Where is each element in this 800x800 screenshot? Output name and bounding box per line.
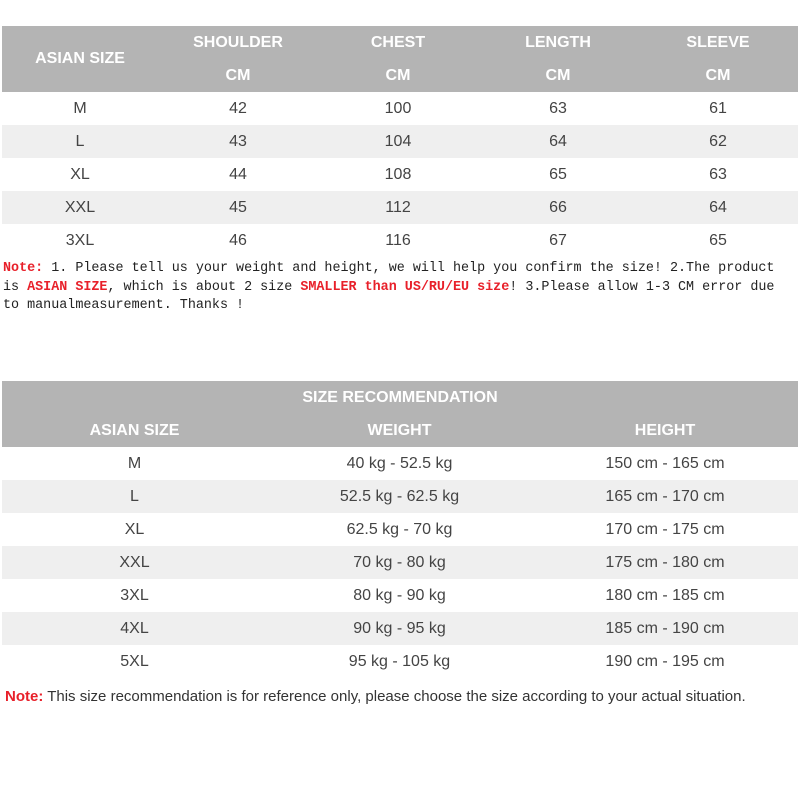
cell-chest: 108	[384, 166, 412, 183]
cell-size: M	[73, 100, 87, 117]
cell-sleeve: 62	[709, 133, 727, 150]
note-highlight-smaller: SMALLER than US/RU/EU size	[300, 279, 510, 295]
size-recommendation-table	[2, 381, 798, 678]
cell-size: M	[127, 455, 142, 472]
note-highlight-asian-size: ASIAN SIZE	[27, 279, 108, 295]
size-chart-table	[2, 26, 798, 257]
cell-length: 63	[549, 100, 567, 117]
cell-size: XXL	[64, 199, 96, 216]
table-row	[2, 513, 798, 546]
cell-chest: 112	[385, 199, 411, 216]
header-sleeve	[638, 26, 798, 92]
cell-size: 3XL	[120, 587, 149, 604]
cell-length: 66	[549, 199, 567, 216]
cell-weight: 80 kg - 90 kg	[353, 587, 446, 604]
cell-chest: 100	[384, 100, 412, 117]
cell-shoulder: 44	[229, 166, 247, 183]
cell-length: 64	[549, 133, 567, 150]
header-asian-size: ASIAN SIZE	[35, 50, 125, 67]
size-note	[3, 260, 798, 316]
table-row	[2, 92, 798, 125]
header-sleeve-unit: CM	[705, 67, 731, 84]
size-chart-header	[2, 26, 798, 92]
cell-sleeve: 64	[709, 199, 727, 216]
header-length-name: LENGTH	[525, 34, 591, 51]
header-length	[478, 26, 638, 92]
header-chest	[318, 26, 478, 92]
table-row	[2, 224, 798, 257]
note-text: This size recommendation is for reference only, please choose the size according to your actual situation.	[43, 688, 746, 705]
header-chest-unit: CM	[385, 67, 411, 84]
table-row	[2, 447, 798, 480]
cell-weight: 40 kg - 52.5 kg	[346, 455, 453, 472]
cell-weight: 90 kg - 95 kg	[353, 620, 446, 637]
cell-size: L	[130, 488, 139, 505]
cell-size: XXL	[119, 554, 150, 571]
header-shoulder	[158, 26, 318, 92]
table-row	[2, 579, 798, 612]
cell-size: XL	[70, 166, 90, 183]
cell-height: 170 cm - 175 cm	[605, 521, 725, 538]
cell-height: 180 cm - 185 cm	[605, 587, 725, 604]
cell-size: 5XL	[120, 653, 149, 670]
note-label: Note:	[5, 688, 44, 705]
cell-height: 165 cm - 170 cm	[605, 488, 725, 505]
note-label: Note:	[3, 261, 44, 276]
cell-weight: 95 kg - 105 kg	[348, 653, 451, 670]
cell-chest: 116	[385, 232, 411, 249]
cell-height: 190 cm - 195 cm	[605, 653, 725, 670]
cell-weight: 52.5 kg - 62.5 kg	[339, 488, 460, 505]
cell-size: XL	[124, 521, 145, 538]
cell-sleeve: 63	[709, 166, 727, 183]
cell-weight: 70 kg - 80 kg	[353, 554, 446, 571]
header-shoulder-unit: CM	[225, 67, 251, 84]
cell-shoulder: 46	[229, 232, 247, 249]
header-weight: WEIGHT	[367, 422, 432, 439]
table-row	[2, 645, 798, 678]
cell-size: L	[75, 133, 85, 150]
cell-shoulder: 42	[229, 100, 247, 117]
cell-size: 3XL	[65, 232, 95, 249]
cell-height: 185 cm - 190 cm	[605, 620, 725, 637]
cell-height: 175 cm - 180 cm	[605, 554, 725, 571]
recommendation-title: SIZE RECOMMENDATION	[2, 381, 798, 414]
header-sleeve-name: SLEEVE	[686, 34, 750, 51]
cell-shoulder: 45	[229, 199, 247, 216]
header-shoulder-name: SHOULDER	[193, 34, 283, 51]
cell-sleeve: 61	[709, 100, 727, 117]
table-row	[2, 191, 798, 224]
cell-length: 67	[549, 232, 567, 249]
note-text-part2: , which is about 2 size	[107, 279, 301, 295]
cell-length: 65	[549, 166, 567, 183]
header-height: HEIGHT	[634, 422, 696, 439]
table-row	[2, 480, 798, 513]
cell-height: 150 cm - 165 cm	[605, 455, 725, 472]
header-asian-size: ASIAN SIZE	[89, 422, 180, 439]
note-text-part3: ! 3.Please allow 1-3 CM error due to manualmeasurement. Thanks !	[3, 279, 775, 313]
table-row	[2, 546, 798, 579]
cell-size: 4XL	[120, 620, 149, 637]
recommendation-header	[2, 414, 798, 447]
table-row	[2, 125, 798, 158]
cell-shoulder: 43	[229, 133, 247, 150]
note-text-part1: 1. Please tell us your weight and height, we will help you confirm the size! 2.The product is	[3, 261, 775, 295]
table-row	[2, 612, 798, 645]
cell-weight: 62.5 kg - 70 kg	[346, 521, 453, 538]
recommendation-note	[5, 686, 795, 707]
cell-sleeve: 65	[709, 232, 727, 249]
header-chest-name: CHEST	[370, 34, 426, 51]
cell-chest: 104	[384, 133, 412, 150]
header-length-unit: CM	[545, 67, 571, 84]
table-row	[2, 158, 798, 191]
